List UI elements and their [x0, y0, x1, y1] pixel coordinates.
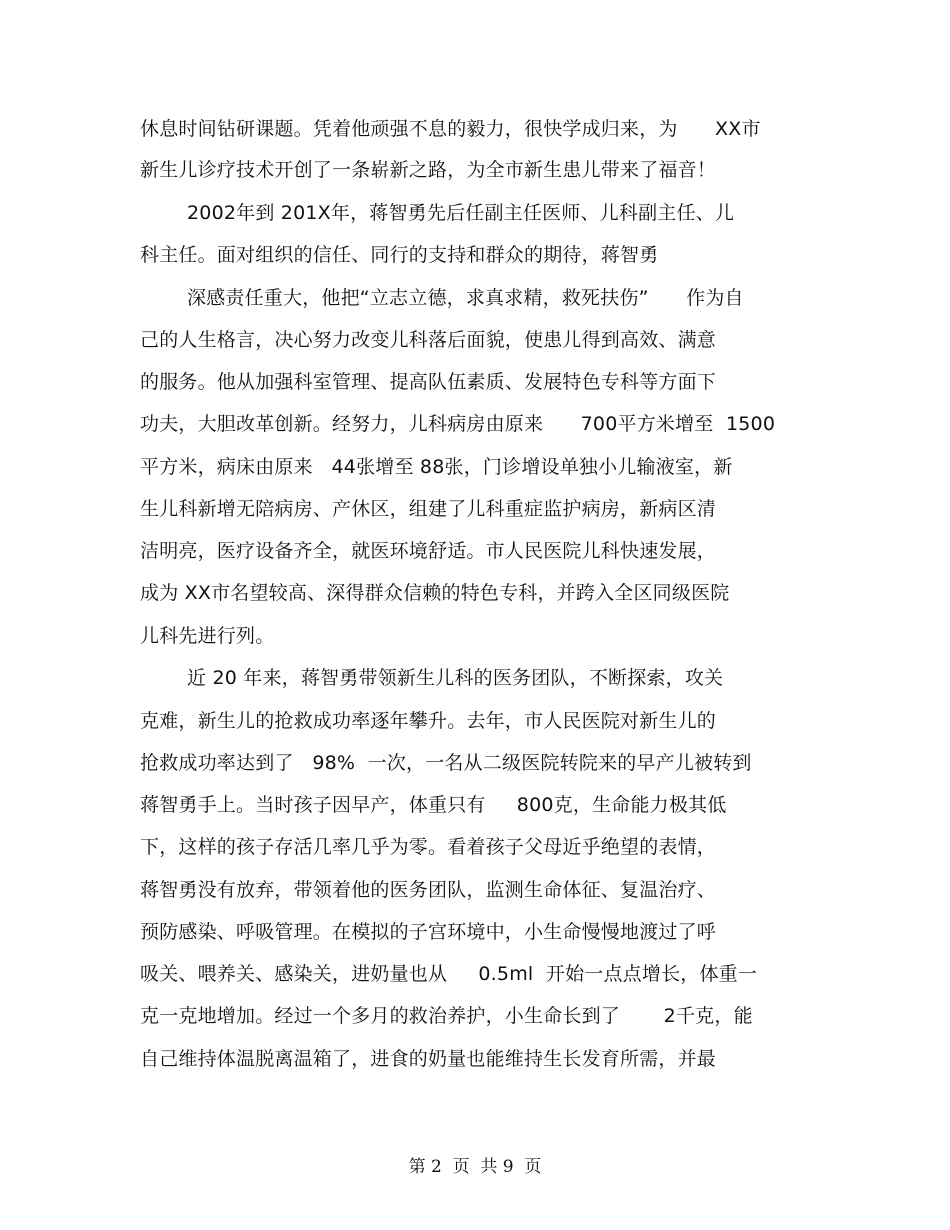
text-line: 蒋智勇没有放弃，带领着他的医务团队，监测生命体征、复温治疗、	[140, 879, 717, 901]
text-line: 预防感染、呼吸管理。在模拟的子宫环境中，小生命慢慢地渡过了呼	[140, 921, 717, 943]
text-line: 蒋智勇手上。当时孩子因早产，体重只有 800克，生命能力极其低	[140, 794, 727, 816]
text-line: 2002年到 201X年，蒋智勇先后任副主任医师、儿科副主任、儿	[187, 202, 735, 224]
text-line: 克难，新生儿的抢救成功率逐年攀升。去年，市人民医院对新生儿的	[140, 710, 717, 732]
text-line: 己的人生格言，决心努力改变儿科落后面貌，使患儿得到高效、满意	[140, 329, 717, 351]
text-line: 的服务。他从加强科室管理、提高队伍素质、发展特色专科等方面下	[140, 371, 717, 393]
text-line: 抢救成功率达到了 98% 一次，一名从二级医院转院来的早产儿被转到	[140, 752, 752, 774]
text-line: 功夫，大胆改革创新。经努力，儿科病房由原来 700平方米增至 1500	[140, 413, 776, 435]
text-line: 生儿科新增无陪病房、产休区，组建了儿科重症监护病房，新病区清	[140, 498, 717, 520]
text-line: 自己维持体温脱离温箱了，进食的奶量也能维持生长发育所需，并最	[140, 1048, 717, 1070]
text-line: 洁明亮，医疗设备齐全，就医环境舒适。市人民医院儿科快速发展，	[140, 540, 717, 562]
text-line: 成为 XX市名望较高、深得群众信赖的特色专科，并跨入全区同级医院	[140, 582, 730, 604]
text-line: 科主任。面对组织的信任、同行的支持和群众的期待，蒋智勇	[140, 244, 659, 266]
text-line: 深感责任重大，他把“立志立德，求真求精，救死扶伤” 作为自	[187, 287, 744, 309]
text-line: 克一克地增加。经过一个多月的救治养护，小生命长到了 2千克，能	[140, 1005, 753, 1027]
text-line: 下，这样的孩子存活几率几乎为零。看着孩子父母近乎绝望的表情，	[140, 836, 717, 858]
text-line: 新生儿诊疗技术开创了一条崭新之路，为全市新生患儿带来了福音！	[140, 159, 717, 181]
page-number-footer: 第 2 页 共 9 页	[408, 1157, 542, 1177]
text-line: 儿科先进行列。	[140, 625, 275, 647]
text-line: 休息时间钻研课题。凭着他顽强不息的毅力，很快学成归来，为 XX市	[140, 118, 761, 140]
text-line: 近 20 年来，蒋智勇带领新生儿科的医务团队，不断探索，攻关	[187, 667, 724, 689]
text-line: 吸关、喂养关、感染关，进奶量也从 0.5ml 开始一点点增长，体重一	[140, 963, 758, 985]
text-line: 平方米，病床由原来 44张增至 88张，门诊增设单独小儿输液室，新	[140, 456, 733, 478]
